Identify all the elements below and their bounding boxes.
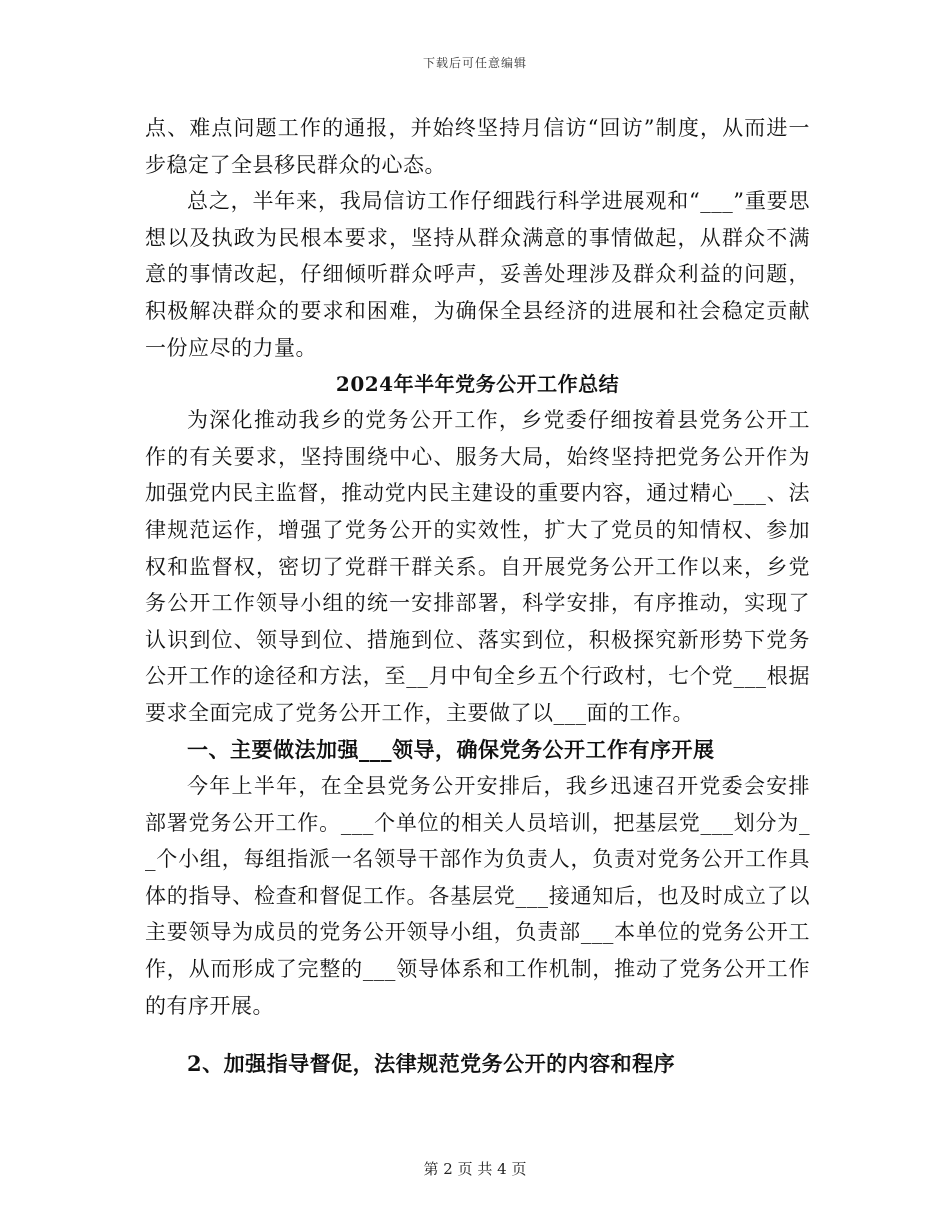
section-heading-2: 2、加强指导督促，法律规范党务公开的内容和程序 [187, 1051, 676, 1077]
section-heading-1: 一、主要做法加强___领导，确保党务公开工作有序开展 [187, 736, 715, 762]
paragraph-summary: 总之，半年来，我局信访工作仔细践行科学进展观和“___”重要思想以及执政为民根本要求，坚持从群众满意的事情做起，从群众不满意的事情改起，仔细倾听群众呼声，妥善处理涉及群众利益的问题，积极解决群众的要求和困难，为确保全县经济的进展和社会稳定贡献一份应尽的力量。 [145, 189, 810, 360]
paragraph-continued: 点、难点问题工作的通报，并始终坚持月信访“回访”制度，从而进一步稳定了全县移民群众的心态。 [145, 116, 810, 177]
document-title: 2024年半年党务公开工作总结 [335, 372, 620, 397]
page-indicator: 第 2 页 共 4 页 [423, 1160, 527, 1178]
paragraph-intro: 为深化推动我乡的党务公开工作，乡党委仔细按着县党务公开工作的有关要求，坚持围绕中心、服务大局，始终坚持把党务公开作为加强党内民主监督，推动党内民主建设的重要内容，通过精心___、法律规范运作，增强了党务公开的实效性，扩大了党员的知情权、参加权和监督权，密切了党群干群关系。自开展党务公开工作以来，乡党务公开工作领导小组的统一安排部署，科学安排，有序推动，实现了认识到位、领导到位、措施到位、落实到位，积极探究新形势下党务公开工作的途径和方法，至__月中旬全乡五个行政村，七个党___根据要求全面完成了党务公开工作，主要做了以___面的工作。 [145, 408, 810, 725]
header-note: 下载后可任意编辑 [422, 56, 527, 70]
paragraph-section-1: 今年上半年，在全县党务公开安排后，我乡迅速召开党委会安排部署党务公开工作。___个单位的相关人员培训，把基层党___划分为__个小组，每组指派一名领导干部作为负责人，负责对党务公开工作具体的指导、检查和督促工作。各基层党___接通知后，也及时成立了以主要领导为成员的党务公开领导小组，负责部___本单位的党务公开工作，从而形成了完整的___领导体系和工作机制，推动了党务公开工作的有序开展。 [145, 774, 810, 1018]
document-body [145, 110, 810, 1083]
